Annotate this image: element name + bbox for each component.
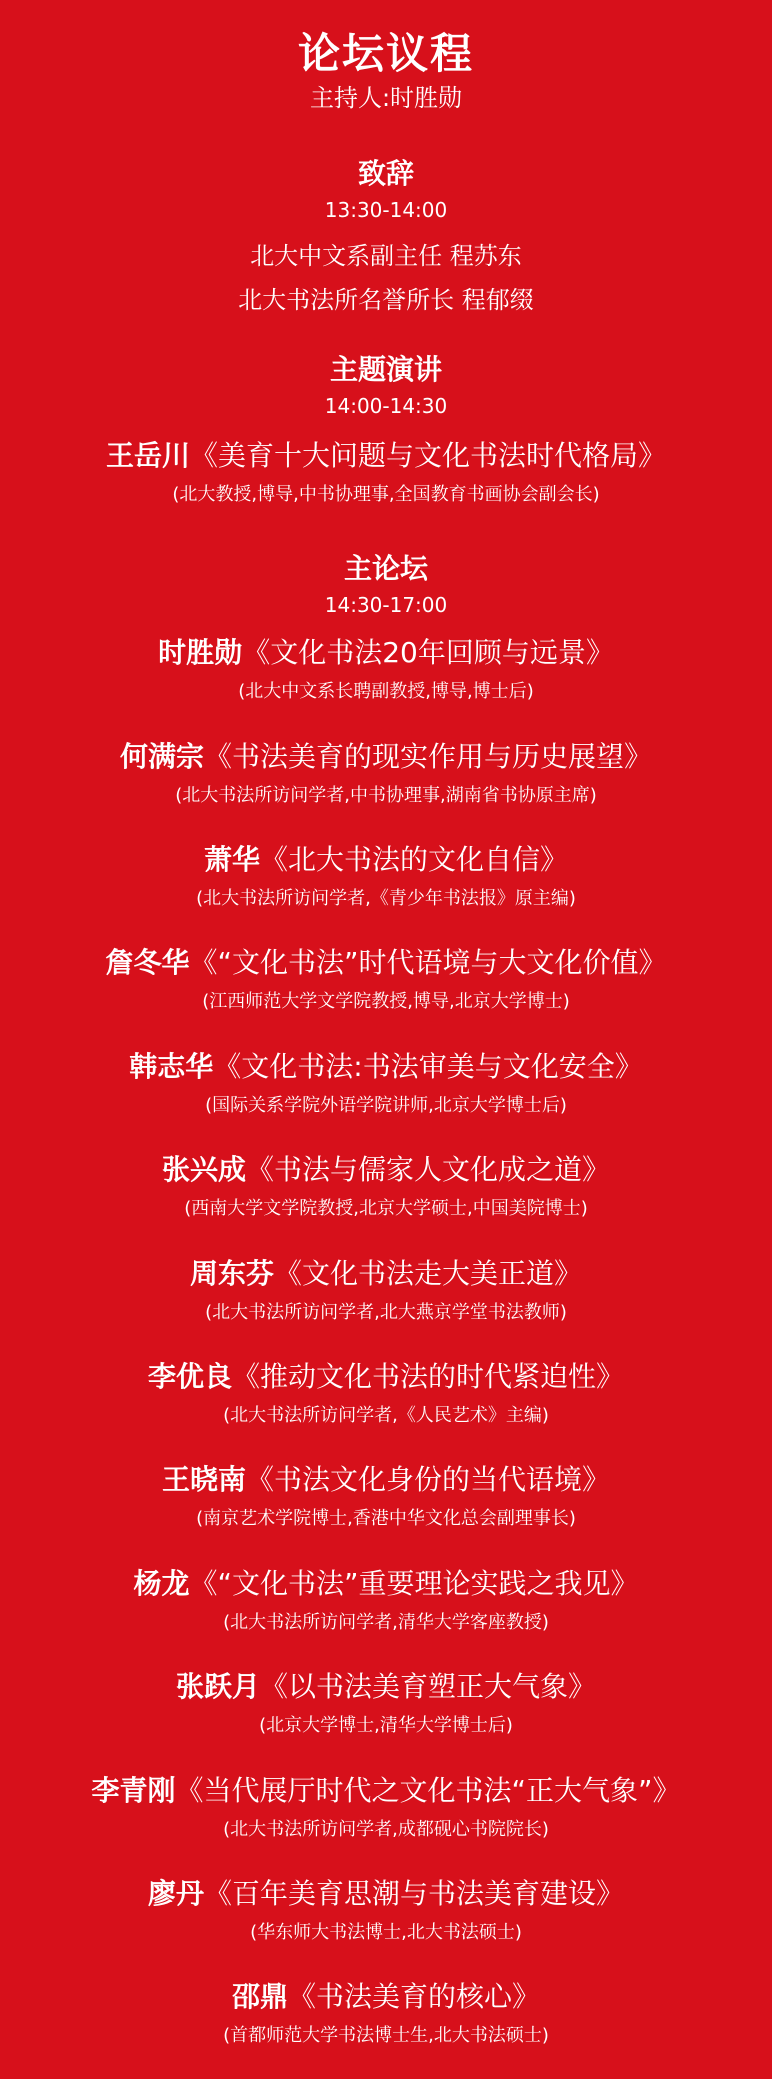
section-heading-main-forum: 主论坛 <box>343 552 428 585</box>
talk-title-line <box>0 738 772 776</box>
speaker-detail: (北大书法所访问学者,北大燕京学堂书法教师) <box>205 1302 567 1323</box>
speaker-detail: (北大书法所访问学者,《人民艺术》主编) <box>223 1405 549 1426</box>
speaker-name: 詹冬华 <box>105 946 190 979</box>
speaker-name: 杨龙 <box>133 1567 190 1600</box>
speaker-name: 王晓南 <box>161 1463 246 1496</box>
talk-title-line <box>0 1875 772 1913</box>
talk-title-line <box>0 1772 772 1810</box>
speaker-detail: (北大教授,博导,中书协理事,全国教育书画协会副会长) <box>172 484 600 505</box>
host-line: 主持人:时胜勋 <box>309 84 463 112</box>
talk-title: 《以书法美育塑正大气象》 <box>260 1670 597 1703</box>
talk-title-line <box>0 1978 772 2016</box>
speaker-name: 萧华 <box>203 843 260 876</box>
speaker-name: 廖丹 <box>147 1877 204 1910</box>
talk-title: 《文化书法走大美正道》 <box>274 1257 583 1290</box>
talk-title-line <box>0 1461 772 1499</box>
speaker-name: 李优良 <box>147 1360 232 1393</box>
speaker-detail: (南京艺术学院博士,香港中华文化总会副理事长) <box>196 1508 576 1529</box>
speaker-detail: (北大书法所访问学者,中书协理事,湖南省书协原主席) <box>175 785 597 806</box>
speaker-name: 何满宗 <box>119 740 204 773</box>
talk-title: 《百年美育思潮与书法美育建设》 <box>204 1877 625 1910</box>
speaker-name: 李青刚 <box>91 1774 176 1807</box>
talk-title-line <box>0 1565 772 1603</box>
talk-title-line <box>0 1151 772 1189</box>
talk-title: 《文化书法20年回顾与远景》 <box>242 636 614 669</box>
speaker-detail: (国际关系学院外语学院讲师,北京大学博士后) <box>205 1095 567 1116</box>
talk-title: 《书法美育的现实作用与历史展望》 <box>204 740 653 773</box>
speaker-name: 王岳川 <box>105 439 190 472</box>
speaker-detail: (北大中文系长聘副教授,博导,博士后) <box>238 681 534 702</box>
speaker-detail: (首都师范大学书法博士生,北大书法硕士) <box>223 2025 549 2046</box>
talk-title-line <box>0 1255 772 1293</box>
talk-title: 《书法美育的核心》 <box>288 1980 541 2013</box>
section-time-opening: 13:30-14:00 <box>324 198 448 222</box>
opening-speaker-2: 北大书法所名誉所长 程郁缀 <box>238 286 534 314</box>
speaker-name: 周东芬 <box>189 1257 274 1290</box>
speaker-detail: (江西师范大学文学院教授,博导,北京大学博士) <box>202 991 570 1012</box>
talk-title-line <box>0 1668 772 1706</box>
speaker-detail: (北大书法所访问学者,成都砚心书院院长) <box>223 1819 549 1840</box>
section-heading-opening: 致辞 <box>357 157 414 190</box>
section-time-keynote: 14:00-14:30 <box>324 394 448 418</box>
talk-title: 《书法文化身份的当代语境》 <box>246 1463 611 1496</box>
speaker-detail: (北大书法所访问学者,清华大学客座教授) <box>223 1612 549 1633</box>
talk-title-line <box>0 437 772 475</box>
speaker-name: 时胜勋 <box>158 636 243 669</box>
section-time-main-forum: 14:30-17:00 <box>324 593 448 617</box>
talk-title-line <box>0 634 772 672</box>
page-title: 论坛议程 <box>297 29 474 78</box>
speaker-name: 张跃月 <box>175 1670 260 1703</box>
talk-title-line <box>0 841 772 879</box>
speaker-detail: (华东师大书法博士,北大书法硕士) <box>250 1922 522 1943</box>
talk-title: 《文化书法:书法审美与文化安全》 <box>213 1050 643 1083</box>
section-heading-keynote: 主题演讲 <box>329 353 442 386</box>
talk-title-line <box>0 1358 772 1396</box>
talk-title: 《“文化书法”时代语境与大文化价值》 <box>189 946 667 979</box>
talk-title-line <box>0 944 772 982</box>
speaker-detail: (北大书法所访问学者,《青少年书法报》原主编) <box>196 888 576 909</box>
speaker-detail: (北京大学博士,清华大学博士后) <box>259 1715 513 1736</box>
talk-title: 《当代展厅时代之文化书法“正大气象”》 <box>175 1774 681 1807</box>
talk-title: 《“文化书法”重要理论实践之我见》 <box>189 1567 639 1600</box>
talk-title: 《美育十大问题与文化书法时代格局》 <box>190 439 667 472</box>
talk-title-line <box>0 1048 772 1086</box>
talk-title: 《推动文化书法的时代紧迫性》 <box>232 1360 625 1393</box>
talk-title: 《书法与儒家人文化成之道》 <box>246 1153 611 1186</box>
opening-speaker-1: 北大中文系副主任 程苏东 <box>250 242 522 270</box>
speaker-name: 张兴成 <box>161 1153 246 1186</box>
speaker-name: 邵鼎 <box>231 1980 288 2013</box>
talk-title: 《北大书法的文化自信》 <box>260 843 569 876</box>
speaker-name: 韩志华 <box>129 1050 214 1083</box>
speaker-detail: (西南大学文学院教授,北京大学硕士,中国美院博士) <box>184 1198 588 1219</box>
